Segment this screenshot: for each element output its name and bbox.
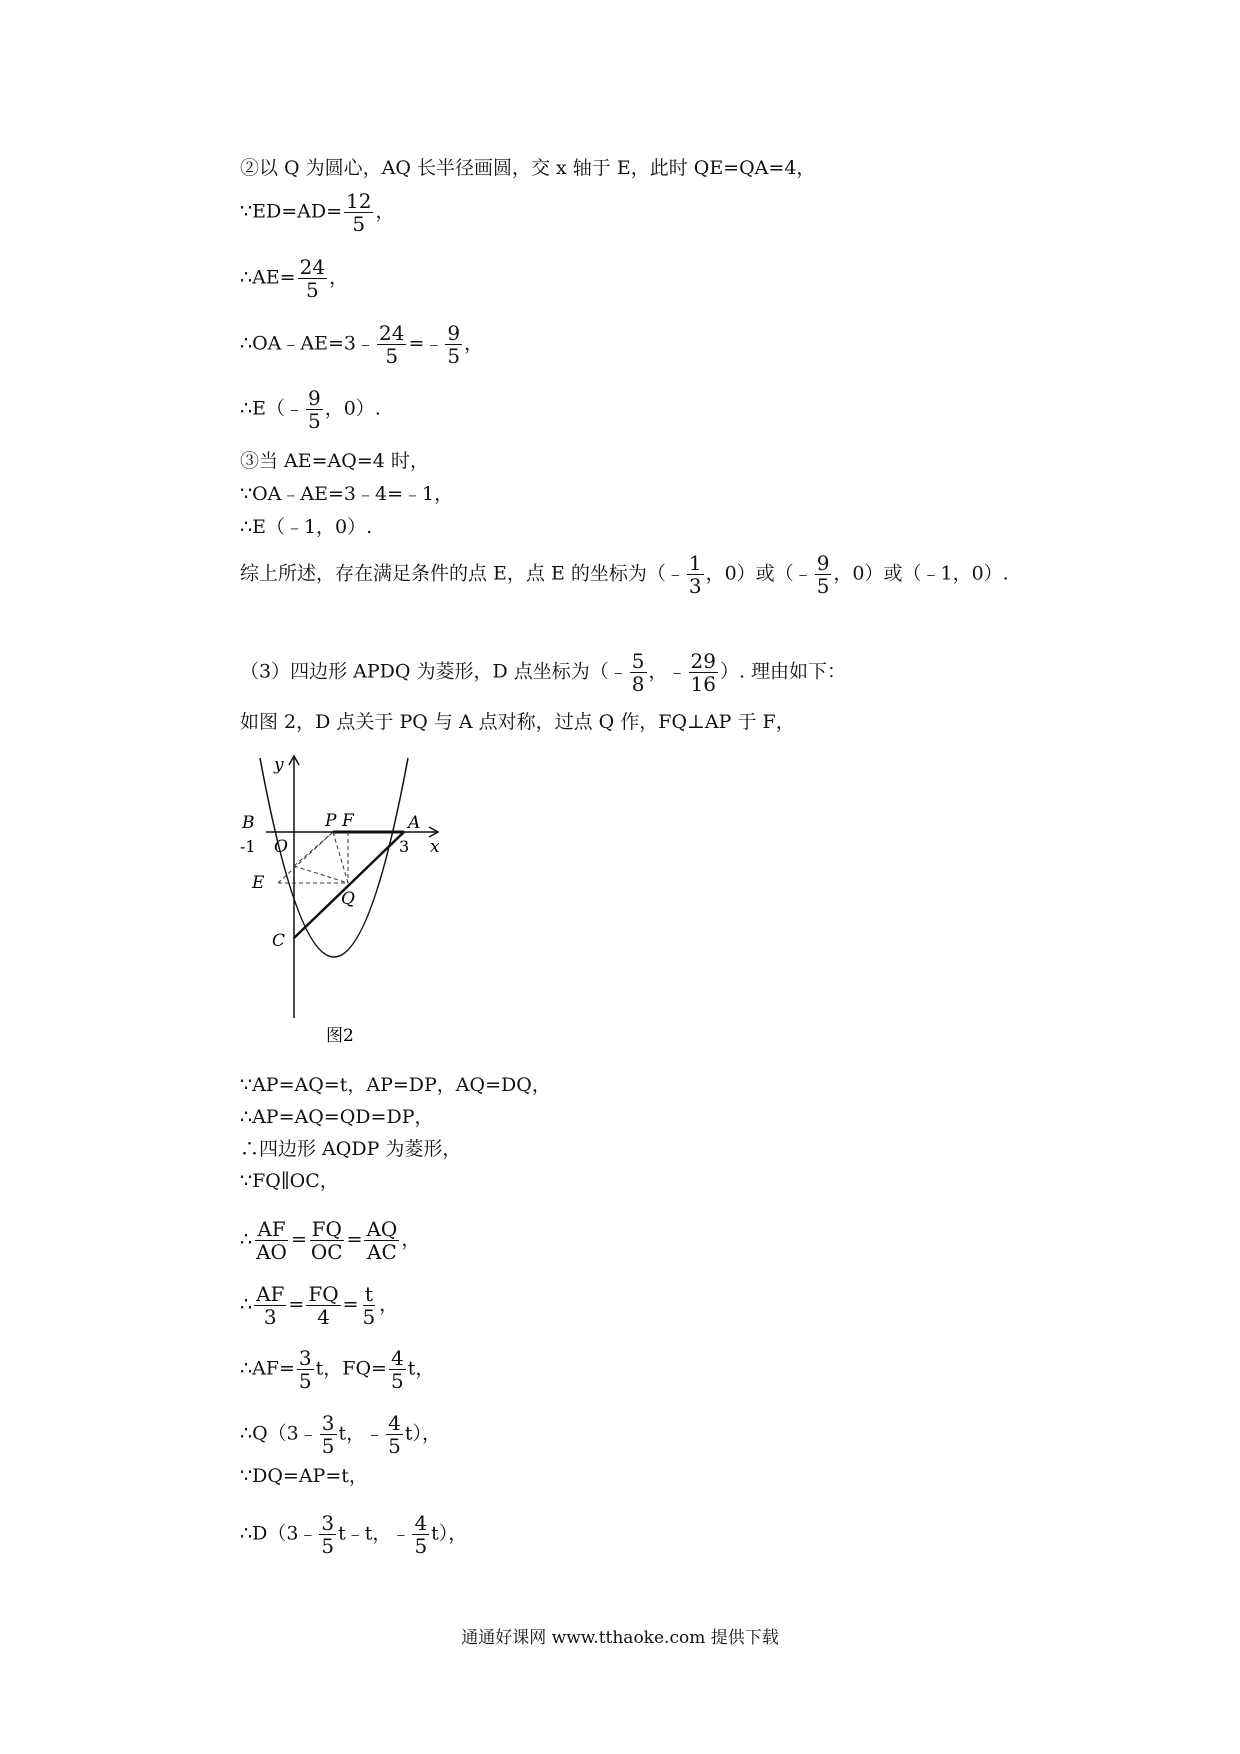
label-o: O [274,837,288,857]
line-15: ∵FQ∥OC， [240,1170,339,1192]
line-18: ∴AF= $\frac{3}{5}$ t，FQ= $\frac{4}{5}$ t， [240,1346,435,1393]
label-f: F [342,811,354,831]
dash-dq [294,866,348,883]
line-4: ∴OA﹣AE=3﹣ $\frac{24}{5}$ =﹣ $\frac{9}{5}$ ， [240,321,484,368]
line-10: （3）四边形 APDQ 为菱形，D 点坐标为（﹣ $\frac{5}{8}$ ，﹣ $\frac{29}{16}$ ）. 理由如下： [240,649,847,696]
fraction: $\frac{9}{5}$ [447,321,461,368]
fraction: $\frac{9}{5}$ [816,551,830,598]
line-8: ∴E（﹣1，0）. [240,516,373,538]
line-19: ∴Q（3﹣ $\frac{3}{5}$ t，﹣ $\frac{4}{5}$ t）， [240,1411,442,1458]
line-20: ∵DQ=AP=t， [240,1465,368,1487]
fraction: $\frac{4}{5}$ [414,1511,428,1558]
fraction: $\frac{24}{5}$ [379,321,405,368]
line-12: ∵AP=AQ=t，AP=DP，AQ=DQ， [240,1074,551,1096]
label-x: x [430,837,440,857]
fraction: $\frac{3}{5}$ [321,1411,335,1458]
fraction: $\frac{FQ}{OC}$ [310,1217,343,1264]
fraction: $\frac{FQ}{4}$ [308,1282,339,1329]
fraction: $\frac{t}{5}$ [362,1282,376,1329]
fraction: $\frac{AQ}{AC}$ [366,1217,398,1264]
figure-2 [238,748,498,1045]
label-minus1: -1 [240,837,256,856]
fraction: $\frac{4}{5}$ [390,1346,404,1393]
line-6: ③当 AE=AQ=4 时， [240,450,429,472]
label-a: A [408,813,421,833]
line-1: ②以 Q 为圆心，AQ 长半径画圆，交 x 轴于 E，此时 QE=QA=4， [240,157,816,179]
line-13: ∴AP=AQ=QD=DP， [240,1106,434,1128]
label-e: E [252,873,265,893]
dash-pq [333,832,348,883]
fraction: $\frac{12}{5}$ [346,189,372,236]
page-footer: 通通好课网 www.tthaoke.com 提供下载 [461,1628,779,1648]
fraction: $\frac{24}{5}$ [299,255,326,302]
line-7: ∵OA﹣AE=3﹣4=﹣1， [240,483,454,505]
fraction: $\frac{AF}{3}$ [256,1282,285,1329]
label-b: B [242,813,255,833]
fraction: $\frac{9}{5}$ [307,386,321,433]
label-c: C [272,931,286,951]
fraction: $\frac{3}{5}$ [321,1511,335,1558]
line-11: 如图 2，D 点关于 PQ 与 A 点对称，过点 Q 作，FQ⊥AP 于 F， [240,711,795,733]
fraction: $\frac{1}{3}$ [688,551,702,598]
fraction: $\frac{29}{16}$ [690,649,716,696]
line-17: ∴ $\frac{AF}{3}$ = $\frac{FQ}{4}$ = $\frac{t}{5}$ ， [240,1282,399,1329]
line-5: ∴E（﹣ $\frac{9}{5}$ ，0）. [240,386,381,433]
label-3: 3 [399,837,410,856]
fraction: $\frac{AF}{AO}$ [256,1217,287,1264]
line-21: ∴D（3﹣ $\frac{3}{5}$ t﹣t，﹣ $\frac{4}{5}$ t）， [240,1511,468,1558]
label-q: Q [341,889,355,909]
line-2: ∵ED=AD= $\frac{12}{5}$ ， [240,189,395,236]
label-p: P [325,811,337,831]
line-16: ∴ $\frac{AF}{AO}$ = $\frac{FQ}{OC}$ = $\frac{AQ}{AC}$ ， [240,1217,421,1264]
line-14: ∴四边形 AQDP 为菱形， [240,1138,462,1160]
label-y: y [274,755,284,775]
figure-caption: 图2 [326,1026,354,1045]
segment-ac [294,832,404,938]
fraction: $\frac{3}{5}$ [298,1346,312,1393]
dash-dp [294,832,333,866]
parabola [260,758,408,957]
fraction: $\frac{4}{5}$ [388,1411,401,1458]
fraction: $\frac{5}{8}$ [631,649,645,696]
line-3: ∴AE= $\frac{24}{5}$ ， [240,255,349,302]
line-9: 综上所述，存在满足条件的点 E，点 E 的坐标为（﹣ $\frac{1}{3}$ ，0）或（﹣ $\frac{9}{5}$ ，0）或（﹣1，0）. [240,551,1009,598]
